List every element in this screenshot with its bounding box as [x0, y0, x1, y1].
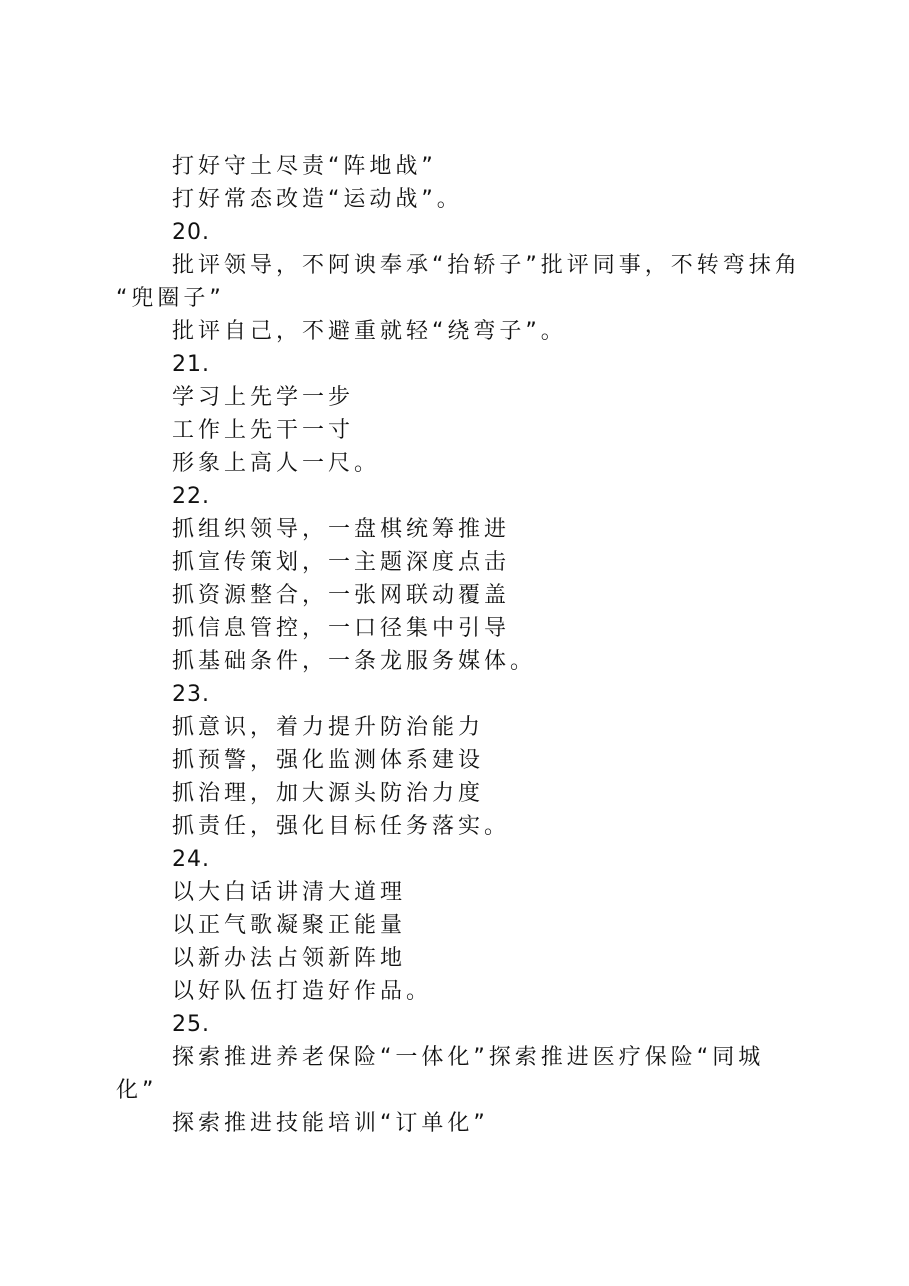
text-line: 探索推进养老保险“一体化”探索推进医疗保险“同城 — [172, 1045, 765, 1070]
item-number: 25. — [172, 1012, 210, 1037]
text-line: 抓意识，着力提升防治能力 — [172, 715, 485, 740]
text-line-continuation: 化” — [116, 1078, 158, 1103]
text-line: 打好常态改造“运动战”。 — [172, 187, 463, 212]
text-line: 以正气歌凝聚正能量 — [172, 913, 407, 938]
item-number: 24. — [172, 847, 210, 872]
text-line: 工作上先干一寸 — [172, 418, 355, 443]
text-line: 探索推进技能培训“订单化” — [172, 1111, 489, 1136]
item-number: 23. — [172, 682, 210, 707]
document-body — [116, 150, 806, 1140]
text-line: 以好队伍打造好作品。 — [172, 979, 433, 1004]
text-line-continuation: “兜圈子” — [116, 286, 225, 311]
text-line: 以大白话讲清大道理 — [172, 880, 407, 905]
text-line: 批评领导，不阿谀奉承“抬轿子”批评同事，不转弯抹角 — [172, 253, 801, 278]
text-line: 抓宣传策划，一主题深度点击 — [172, 550, 511, 575]
text-line: 以新办法占领新阵地 — [172, 946, 407, 971]
text-line: 学习上先学一步 — [172, 385, 355, 410]
text-line: 抓治理，加大源头防治力度 — [172, 781, 485, 806]
text-line: 抓资源整合，一张网联动覆盖 — [172, 583, 511, 608]
item-number: 20. — [172, 220, 210, 245]
text-line: 抓预警，强化监测体系建设 — [172, 748, 485, 773]
text-line: 打好守土尽责“阵地战” — [172, 154, 437, 179]
text-line: 抓信息管控，一口径集中引导 — [172, 616, 511, 641]
text-line: 形象上高人一尺。 — [172, 451, 381, 476]
item-number: 22. — [172, 484, 210, 509]
text-line: 抓责任，强化目标任务落实。 — [172, 814, 511, 839]
text-line: 抓组织领导，一盘棋统筹推进 — [172, 517, 511, 542]
text-line: 批评自己，不避重就轻“绕弯子”。 — [172, 319, 567, 344]
item-number: 21. — [172, 352, 210, 377]
text-line: 抓基础条件，一条龙服务媒体。 — [172, 649, 537, 674]
